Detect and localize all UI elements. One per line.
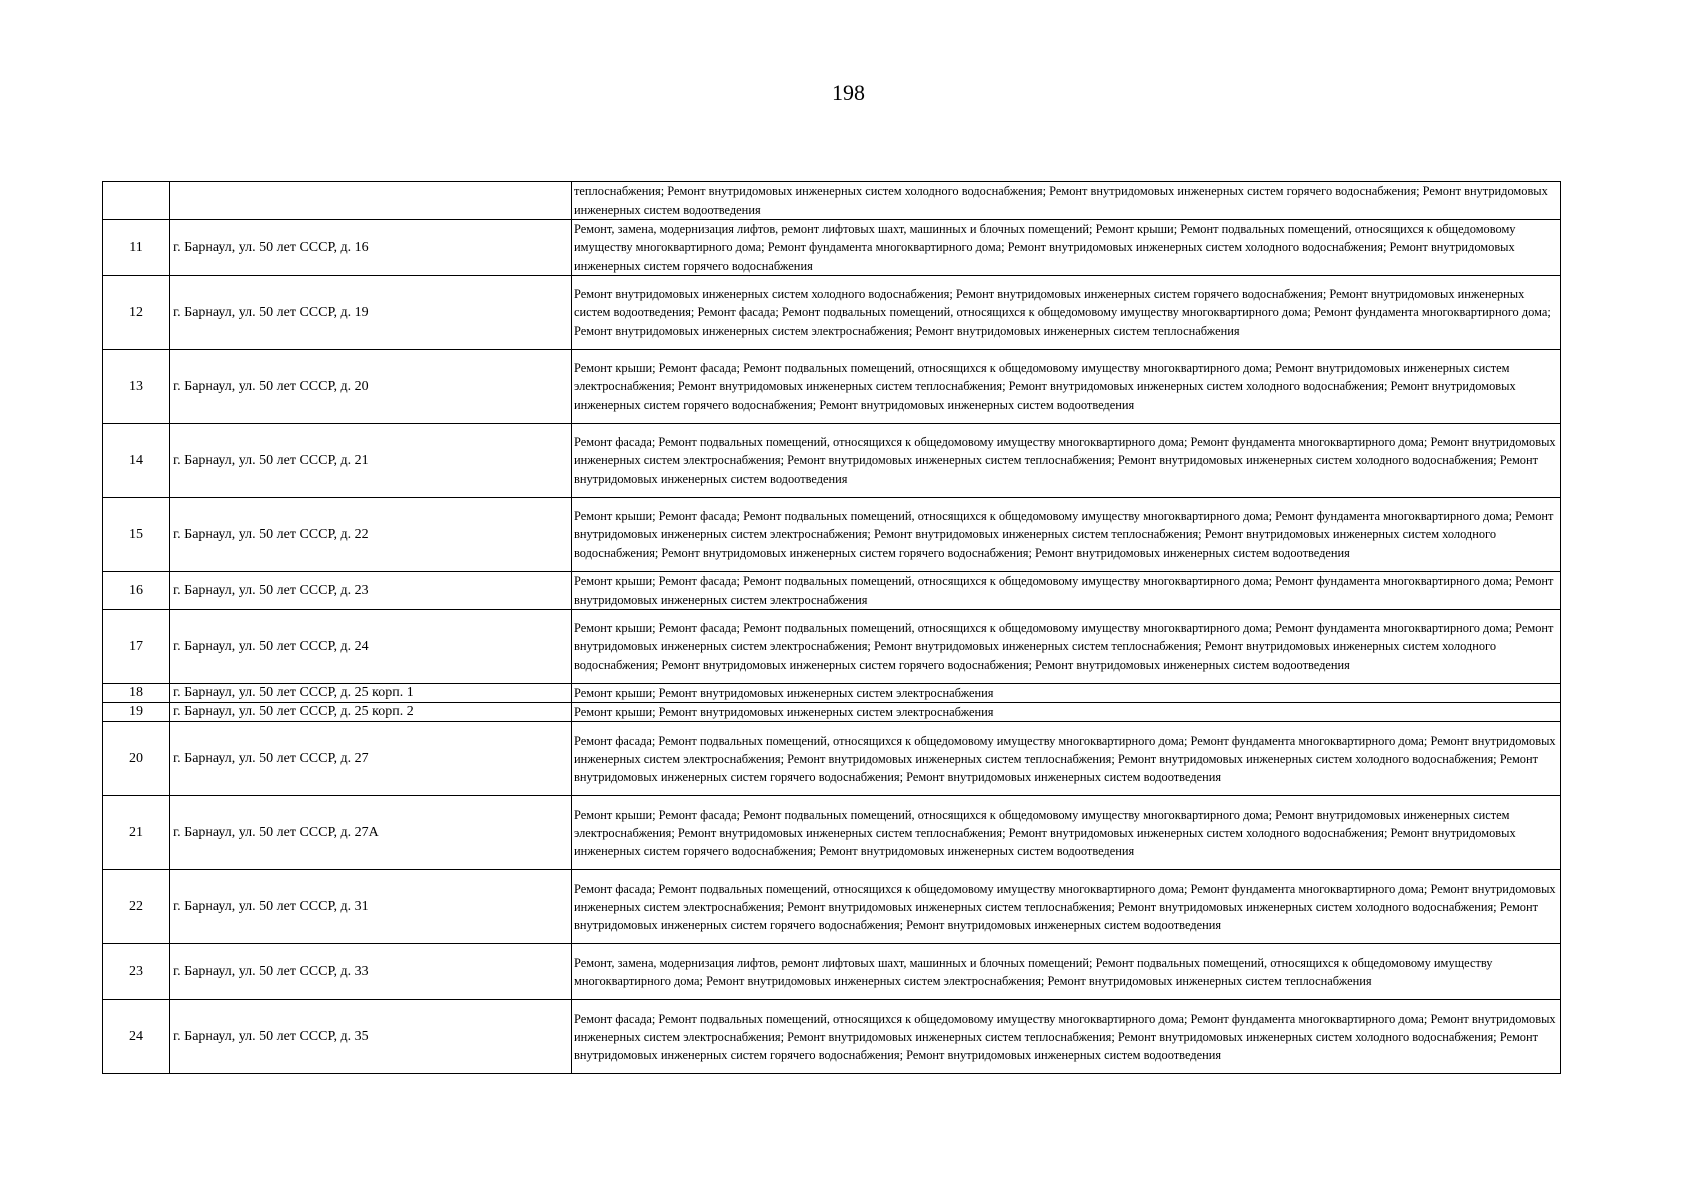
row-works: Ремонт внутридомовых инженерных систем холодного водоснабжения; Ремонт внутридомовых инженерных систем горячего водоснабжения; Ремонт внутридомовых инженерных систем водоотведения; Ремонт фасада; Ремонт подвальных помещений, относящихся к общедомовому имуществу многоквартирного дома; Ремонт фундамента многоквартирного дома; Ремонт внутридомовых инженерных систем электроснабжения; Ремонт внутридомовых инженерных систем теплоснабжения xyxy=(572,276,1561,350)
row-address: г. Барнаул, ул. 50 лет СССР, д. 33 xyxy=(170,944,572,1000)
table-row xyxy=(103,572,1561,610)
table-row xyxy=(103,350,1561,424)
row-works: Ремонт крыши; Ремонт внутридомовых инженерных систем электроснабжения xyxy=(572,703,1561,722)
row-works: Ремонт крыши; Ремонт фасада; Ремонт подвальных помещений, относящихся к общедомовому имуществу многоквартирного дома; Ремонт внутридомовых инженерных систем электроснабжения; Ремонт внутридомовых инженерных систем теплоснабжения; Ремонт внутридомовых инженерных систем холодного водоснабжения; Ремонт внутридомовых инженерных систем горячего водоснабжения; Ремонт внутридомовых инженерных систем водоотведения xyxy=(572,350,1561,424)
page-number: 198 xyxy=(832,80,865,105)
table-row xyxy=(103,498,1561,572)
table-row xyxy=(103,182,1561,220)
row-address: г. Барнаул, ул. 50 лет СССР, д. 35 xyxy=(170,1000,572,1074)
table-row xyxy=(103,870,1561,944)
row-address: г. Барнаул, ул. 50 лет СССР, д. 19 xyxy=(170,276,572,350)
row-number: 15 xyxy=(103,498,170,572)
row-number: 12 xyxy=(103,276,170,350)
row-address: г. Барнаул, ул. 50 лет СССР, д. 27А xyxy=(170,796,572,870)
row-works: Ремонт фасада; Ремонт подвальных помещений, относящихся к общедомовому имуществу многоквартирного дома; Ремонт фундамента многоквартирного дома; Ремонт внутридомовых инженерных систем электроснабжения; Ремонт внутридомовых инженерных систем теплоснабжения; Ремонт внутридомовых инженерных систем холодного водоснабжения; Ремонт внутридомовых инженерных систем горячего водоснабжения; Ремонт внутридомовых инженерных систем водоотведения xyxy=(572,870,1561,944)
table-row xyxy=(103,610,1561,684)
row-number: 24 xyxy=(103,1000,170,1074)
repair-works-table xyxy=(102,181,1561,1074)
row-number xyxy=(103,182,170,220)
row-works: теплоснабжения; Ремонт внутридомовых инженерных систем холодного водоснабжения; Ремонт внутридомовых инженерных систем горячего водоснабжения; Ремонт внутридомовых инженерных систем водоотведения xyxy=(572,182,1561,220)
row-address: г. Барнаул, ул. 50 лет СССР, д. 20 xyxy=(170,350,572,424)
table-row xyxy=(103,276,1561,350)
row-number: 18 xyxy=(103,684,170,703)
row-address: г. Барнаул, ул. 50 лет СССР, д. 24 xyxy=(170,610,572,684)
row-number: 16 xyxy=(103,572,170,610)
table-row xyxy=(103,722,1561,796)
row-address xyxy=(170,182,572,220)
table-row xyxy=(103,424,1561,498)
row-number: 20 xyxy=(103,722,170,796)
row-number: 13 xyxy=(103,350,170,424)
repair-works-table-container xyxy=(102,181,1560,1074)
row-address: г. Барнаул, ул. 50 лет СССР, д. 25 корп. 2 xyxy=(170,703,572,722)
row-address: г. Барнаул, ул. 50 лет СССР, д. 27 xyxy=(170,722,572,796)
row-number: 17 xyxy=(103,610,170,684)
row-number: 19 xyxy=(103,703,170,722)
row-works: Ремонт крыши; Ремонт фасада; Ремонт подвальных помещений, относящихся к общедомовому имуществу многоквартирного дома; Ремонт фундамента многоквартирного дома; Ремонт внутридомовых инженерных систем электроснабжения xyxy=(572,572,1561,610)
row-address: г. Барнаул, ул. 50 лет СССР, д. 22 xyxy=(170,498,572,572)
row-works: Ремонт крыши; Ремонт фасада; Ремонт подвальных помещений, относящихся к общедомовому имуществу многоквартирного дома; Ремонт фундамента многоквартирного дома; Ремонт внутридомовых инженерных систем электроснабжения; Ремонт внутридомовых инженерных систем теплоснабжения; Ремонт внутридомовых инженерных систем холодного водоснабжения; Ремонт внутридомовых инженерных систем горячего водоснабжения; Ремонт внутридомовых инженерных систем водоотведения xyxy=(572,610,1561,684)
row-works: Ремонт, замена, модернизация лифтов, ремонт лифтовых шахт, машинных и блочных помещений; Ремонт крыши; Ремонт подвальных помещений, относящихся к общедомовому имуществу многоквартирного дома; Ремонт фундамента многоквартирного дома; Ремонт внутридомовых инженерных систем холодного водоснабжения; Ремонт внутридомовых инженерных систем горячего водоснабжения xyxy=(572,220,1561,276)
row-works: Ремонт фасада; Ремонт подвальных помещений, относящихся к общедомовому имуществу многоквартирного дома; Ремонт фундамента многоквартирного дома; Ремонт внутридомовых инженерных систем электроснабжения; Ремонт внутридомовых инженерных систем теплоснабжения; Ремонт внутридомовых инженерных систем холодного водоснабжения; Ремонт внутридомовых инженерных систем водоотведения xyxy=(572,424,1561,498)
row-address: г. Барнаул, ул. 50 лет СССР, д. 23 xyxy=(170,572,572,610)
row-works: Ремонт крыши; Ремонт фасада; Ремонт подвальных помещений, относящихся к общедомовому имуществу многоквартирного дома; Ремонт внутридомовых инженерных систем электроснабжения; Ремонт внутридомовых инженерных систем теплоснабжения; Ремонт внутридомовых инженерных систем холодного водоснабжения; Ремонт внутридомовых инженерных систем горячего водоснабжения; Ремонт внутридомовых инженерных систем водоотведения xyxy=(572,796,1561,870)
row-address: г. Барнаул, ул. 50 лет СССР, д. 21 xyxy=(170,424,572,498)
row-number: 14 xyxy=(103,424,170,498)
table-row xyxy=(103,220,1561,276)
row-works: Ремонт фасада; Ремонт подвальных помещений, относящихся к общедомовому имуществу многоквартирного дома; Ремонт фундамента многоквартирного дома; Ремонт внутридомовых инженерных систем электроснабжения; Ремонт внутридомовых инженерных систем теплоснабжения; Ремонт внутридомовых инженерных систем холодного водоснабжения; Ремонт внутридомовых инженерных систем горячего водоснабжения; Ремонт внутридомовых инженерных систем водоотведения xyxy=(572,722,1561,796)
table-row xyxy=(103,1000,1561,1074)
row-works: Ремонт фасада; Ремонт подвальных помещений, относящихся к общедомовому имуществу многоквартирного дома; Ремонт фундамента многоквартирного дома; Ремонт внутридомовых инженерных систем электроснабжения; Ремонт внутридомовых инженерных систем теплоснабжения; Ремонт внутридомовых инженерных систем холодного водоснабжения; Ремонт внутридомовых инженерных систем горячего водоснабжения; Ремонт внутридомовых инженерных систем водоотведения xyxy=(572,1000,1561,1074)
row-works: Ремонт, замена, модернизация лифтов, ремонт лифтовых шахт, машинных и блочных помещений; Ремонт подвальных помещений, относящихся к общедомовому имуществу многоквартирного дома; Ремонт внутридомовых инженерных систем электроснабжения; Ремонт внутридомовых инженерных систем теплоснабжения xyxy=(572,944,1561,1000)
row-works: Ремонт крыши; Ремонт внутридомовых инженерных систем электроснабжения xyxy=(572,684,1561,703)
table-row xyxy=(103,796,1561,870)
row-number: 21 xyxy=(103,796,170,870)
row-address: г. Барнаул, ул. 50 лет СССР, д. 31 xyxy=(170,870,572,944)
row-number: 23 xyxy=(103,944,170,1000)
table-row xyxy=(103,684,1561,703)
row-number: 22 xyxy=(103,870,170,944)
table-row xyxy=(103,944,1561,1000)
table-row xyxy=(103,703,1561,722)
row-address: г. Барнаул, ул. 50 лет СССР, д. 16 xyxy=(170,220,572,276)
row-works: Ремонт крыши; Ремонт фасада; Ремонт подвальных помещений, относящихся к общедомовому имуществу многоквартирного дома; Ремонт фундамента многоквартирного дома; Ремонт внутридомовых инженерных систем электроснабжения; Ремонт внутридомовых инженерных систем теплоснабжения; Ремонт внутридомовых инженерных систем холодного водоснабжения; Ремонт внутридомовых инженерных систем горячего водоснабжения; Ремонт внутридомовых инженерных систем водоотведения xyxy=(572,498,1561,572)
row-number: 11 xyxy=(103,220,170,276)
row-address: г. Барнаул, ул. 50 лет СССР, д. 25 корп. 1 xyxy=(170,684,572,703)
